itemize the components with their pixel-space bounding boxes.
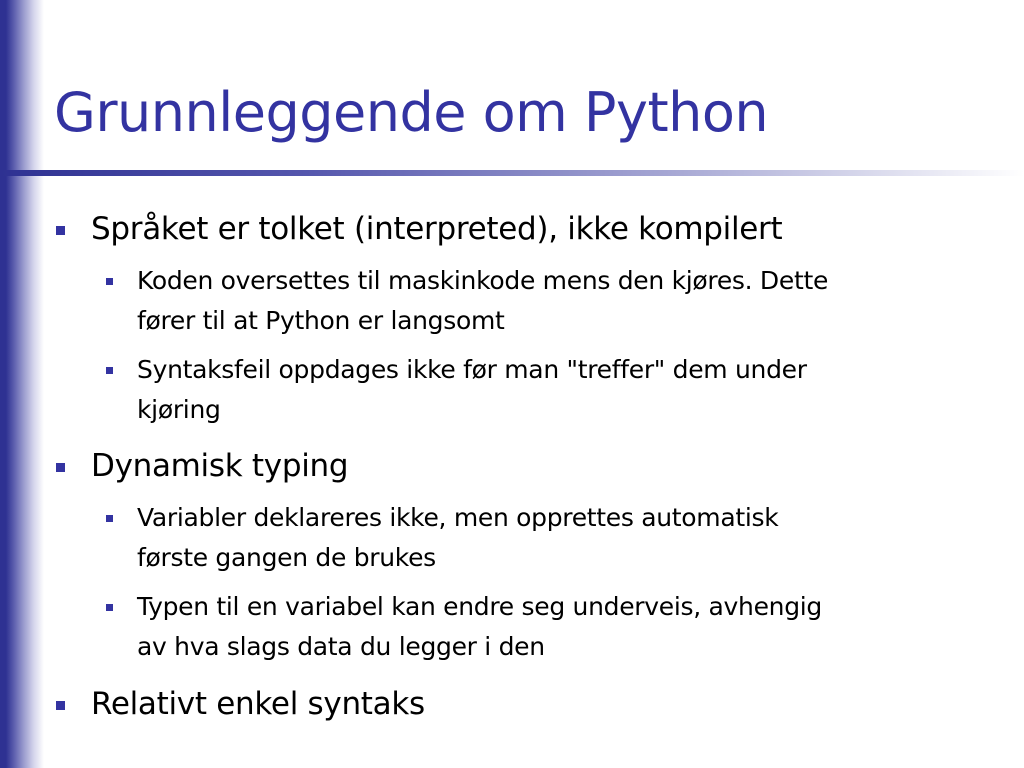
sub-bullet-marker xyxy=(106,515,113,522)
bullet-item-1: Språket er tolket (interpreted), ikke kompilert xyxy=(91,211,783,247)
sub-bullet-marker xyxy=(106,278,113,285)
bullet-marker xyxy=(56,463,65,472)
sub-bullet-marker xyxy=(106,604,113,611)
bullet-marker xyxy=(56,701,65,710)
bullet-marker xyxy=(56,226,65,235)
sub-item-1-2-line1: Syntaksfeil oppdages ikke før man "treffer" dem under xyxy=(137,355,807,384)
sub-item-1-1-line1: Koden oversettes til maskinkode mens den kjøres. Dette xyxy=(137,266,829,295)
sub-item-2-1-line1: Variabler deklareres ikke, men opprettes automatisk xyxy=(137,503,779,532)
bullet-item-3: Relativt enkel syntaks xyxy=(91,686,425,722)
sub-item-2-2-line2: av hva slags data du legger i den xyxy=(137,632,545,661)
sub-item-1-1-line2: fører til at Python er langsomt xyxy=(137,306,505,335)
sub-bullet-marker xyxy=(106,367,113,374)
slide-title: Grunnleggende om Python xyxy=(54,81,769,144)
sub-item-1-2-line2: kjøring xyxy=(137,395,221,424)
sub-item-2-1-line2: første gangen de brukes xyxy=(137,543,436,572)
bullet-item-2: Dynamisk typing xyxy=(91,448,349,484)
sub-item-2-2-line1: Typen til en variabel kan endre seg underveis, avhengig xyxy=(137,592,822,621)
